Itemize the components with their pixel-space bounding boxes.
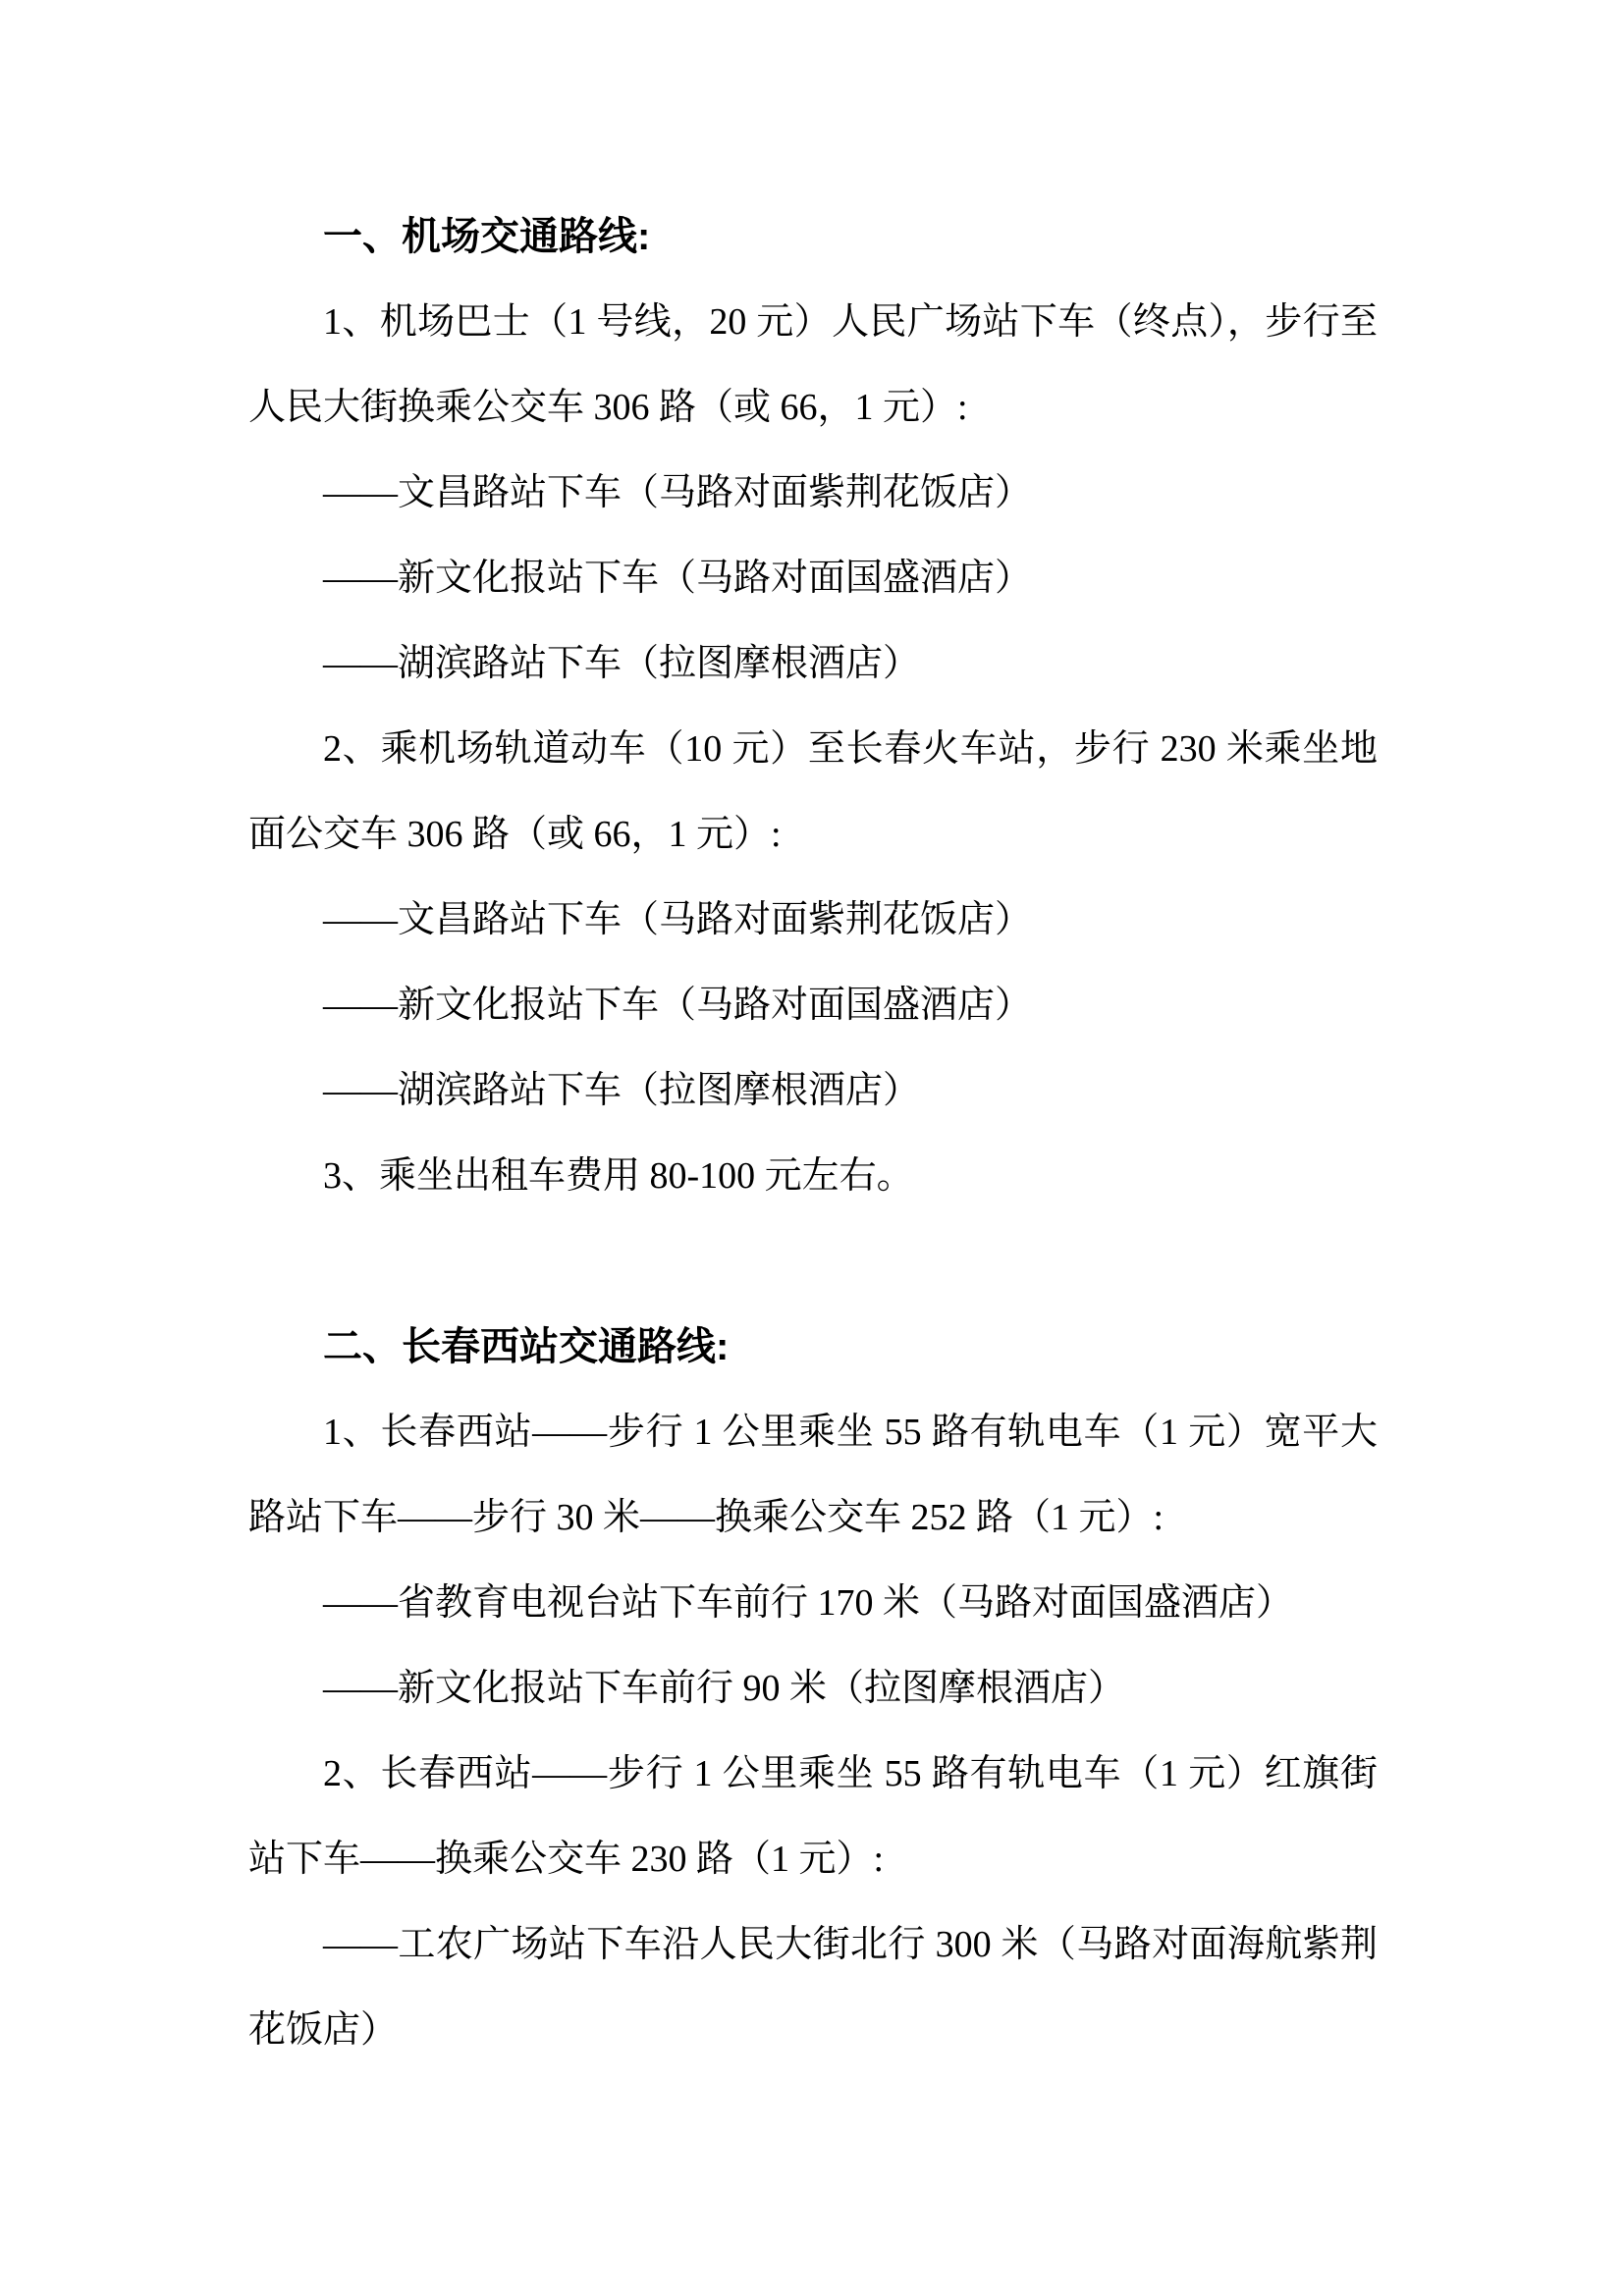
body-text-line: ——湖滨路站下车（拉图摩根酒店） xyxy=(323,643,921,684)
section-heading: 一、机场交通路线: xyxy=(323,215,651,258)
body-text-line: ——湖滨路站下车（拉图摩根酒店） xyxy=(323,1070,921,1111)
body-text-line: 花饭店） xyxy=(248,2009,399,2051)
body-text-line: 人民大街换乘公交车 306 路（或 66，1 元）: xyxy=(248,387,968,428)
body-text-line: 1、机场巴士（1 号线，20 元）人民广场站下车（终点），步行至 xyxy=(323,301,1378,343)
body-text-line: 面公交车 306 路（或 66，1 元）: xyxy=(248,814,782,855)
body-text-line: ——工农广场站下车沿人民大街北行 300 米（马路对面海航紫荆 xyxy=(323,1924,1378,1965)
body-text-line: 3、乘坐出租车费用 80-100 元左右。 xyxy=(323,1155,914,1197)
document-body xyxy=(248,194,1378,2073)
body-text-line: ——新文化报站下车（马路对面国盛酒店） xyxy=(323,985,1033,1026)
body-text-line: ——新文化报站下车前行 90 米（拉图摩根酒店） xyxy=(323,1668,1126,1709)
body-text-line: 站下车——换乘公交车 230 路（1 元）: xyxy=(248,1839,885,1880)
body-text-line: ——文昌路站下车（马路对面紫荆花饭店） xyxy=(323,899,1033,940)
body-text-line: 2、长春西站——步行 1 公里乘坐 55 路有轨电车（1 元）红旗街 xyxy=(323,1753,1378,1794)
body-text-line: 1、长春西站——步行 1 公里乘坐 55 路有轨电车（1 元）宽平大 xyxy=(323,1412,1378,1453)
body-text-line: 2、乘机场轨道动车（10 元）至长春火车站，步行 230 米乘坐地 xyxy=(323,728,1378,770)
body-text-line: ——文昌路站下车（马路对面紫荆花饭店） xyxy=(323,472,1033,513)
section-heading: 二、长春西站交通路线: xyxy=(323,1325,730,1368)
body-text-line: ——新文化报站下车（马路对面国盛酒店） xyxy=(323,558,1033,599)
blank-line xyxy=(248,1219,1378,1305)
body-text-line: ——省教育电视台站下车前行 170 米（马路对面国盛酒店） xyxy=(323,1582,1294,1624)
body-text-line: 路站下车——步行 30 米——换乘公交车 252 路（1 元）: xyxy=(248,1497,1164,1538)
